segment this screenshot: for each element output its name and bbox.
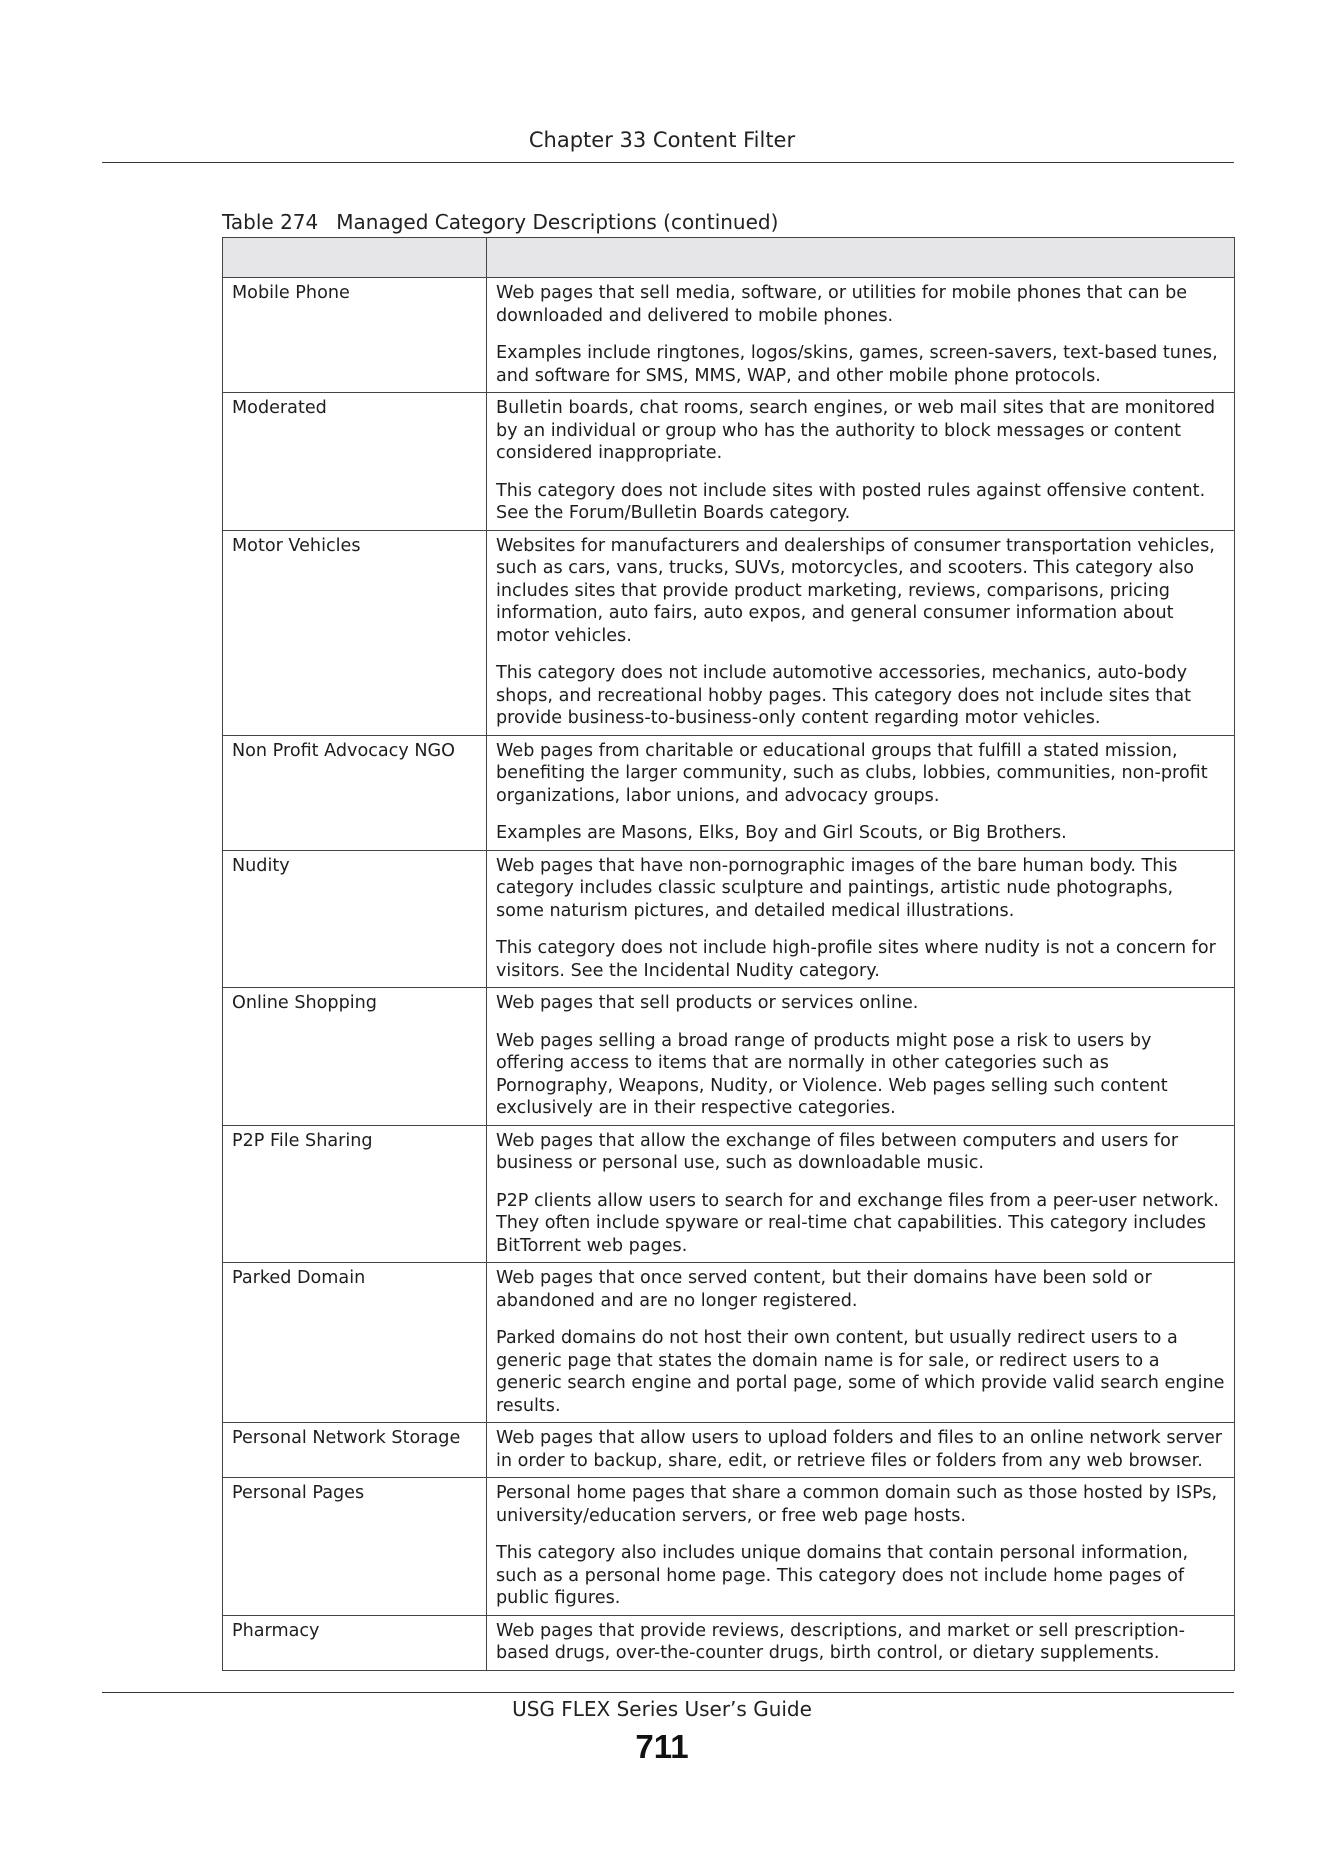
header-divider [102, 162, 1234, 163]
category-description [487, 393, 1235, 531]
table-row [223, 1263, 1235, 1423]
header-cell-category [223, 238, 487, 278]
page-number: 711 [635, 1728, 689, 1765]
header-cell-description [487, 238, 1235, 278]
guide-title: USG FLEX Series User’s Guide [512, 1697, 812, 1721]
category-name: Motor Vehicles [223, 530, 487, 735]
description-paragraph: Websites for manufacturers and dealerships of consumer transportation vehicles, such as cars, vans, trucks, SUVs, motorcycles, and scooters. This category also includes sites that provide product marketing, reviews, comparisons, pricing information, auto fairs, auto expos, and general consumer information about motor vehicles. [496, 535, 1215, 646]
table-row [223, 735, 1235, 850]
category-name: Personal Network Storage [223, 1423, 487, 1478]
category-description [487, 530, 1235, 735]
table-title: Managed Category Descriptions (continued) [336, 210, 779, 234]
description-paragraph: Web pages that allow the exchange of files between computers and users for business or personal use, such as downloadable music. [496, 1130, 1179, 1173]
description-paragraph: Web pages selling a broad range of products might pose a risk to users by offering access to items that are normally in other categories such as Pornography, Weapons, Nudity, or Violence. Web pages selling such content exclusively are in their respective categories. [496, 1030, 1168, 1118]
category-description [487, 1263, 1235, 1423]
description-paragraph: Parked domains do not host their own content, but usually redirect users to a generic page that states the domain name is for sale, or redirect users to a generic search engine and portal page, some of which provide valid search engine results. [496, 1328, 1225, 1416]
category-description [487, 1125, 1235, 1263]
table-row [223, 1125, 1235, 1263]
table-row [223, 1615, 1235, 1670]
table-body [223, 278, 1235, 1671]
description-paragraph: Personal home pages that share a common domain such as those hosted by ISPs, university/education servers, or free web page hosts. [496, 1483, 1218, 1526]
table-row [223, 850, 1235, 988]
description-paragraph: This category does not include high-profile sites where nudity is not a concern for visitors. See the Incidental Nudity category. [496, 938, 1216, 981]
category-description [487, 735, 1235, 850]
table-caption [222, 210, 778, 234]
description-paragraph: Web pages that sell media, software, or utilities for mobile phones that can be downloaded and delivered to mobile phones. [496, 283, 1188, 326]
table-row [223, 1478, 1235, 1616]
category-description [487, 988, 1235, 1126]
description-paragraph: Web pages that sell products or services online. [496, 993, 919, 1013]
table-number: Table 274 [222, 210, 319, 234]
category-name: Personal Pages [223, 1478, 487, 1616]
category-name: Non Profit Advocacy NGO [223, 735, 487, 850]
category-description [487, 1615, 1235, 1670]
table-header-row [223, 238, 1235, 278]
table-row [223, 278, 1235, 393]
table-row [223, 530, 1235, 735]
category-description [487, 1478, 1235, 1616]
description-paragraph: Web pages that have non-pornographic images of the bare human body. This category includes classic sculpture and paintings, artistic nude photographs, some naturism pictures, and detailed medical illustrations. [496, 855, 1178, 921]
category-name: Online Shopping [223, 988, 487, 1126]
category-name: Pharmacy [223, 1615, 487, 1670]
description-paragraph: P2P clients allow users to search for and exchange files from a peer-user network. They often include spyware or real-time chat capabilities. This category includes BitTorrent web pages. [496, 1190, 1219, 1256]
description-paragraph: This category also includes unique domains that contain personal information, such as a personal home page. This category does not include home pages of public figures. [496, 1543, 1189, 1608]
description-paragraph: This category does not include automotive accessories, mechanics, auto-body shops, and recreational hobby pages. This category does not include sites that provide business-to-business-only content regarding motor vehicles. [496, 663, 1192, 728]
category-table [222, 237, 1235, 1671]
category-description [487, 1423, 1235, 1478]
description-paragraph: Examples include ringtones, logos/skins, games, screen-savers, text-based tunes, and software for SMS, MMS, WAP, and other mobile phone protocols. [496, 343, 1218, 386]
category-name: Mobile Phone [223, 278, 487, 393]
table-row [223, 393, 1235, 531]
category-description [487, 278, 1235, 393]
category-name: Parked Domain [223, 1263, 487, 1423]
description-paragraph: This category does not include sites with posted rules against offensive content. See the Forum/Bulletin Boards category. [496, 480, 1206, 523]
table-row [223, 1423, 1235, 1478]
description-paragraph: Bulletin boards, chat rooms, search engines, or web mail sites that are monitored by an individual or group who has the authority to block messages or content considered inappropriate. [496, 398, 1216, 463]
category-name: Nudity [223, 850, 487, 988]
table-row [223, 988, 1235, 1126]
description-paragraph: Web pages that once served content, but their domains have been sold or abandoned and are no longer registered. [496, 1268, 1152, 1311]
description-paragraph: Examples are Masons, Elks, Boy and Girl Scouts, or Big Brothers. [496, 823, 1067, 843]
description-paragraph: Web pages that allow users to upload folders and files to an online network server in order to backup, share, edit, or retrieve files or folders from any web browser. [496, 1428, 1223, 1471]
description-paragraph: Web pages from charitable or educational groups that fulfill a stated mission, benefiting the larger community, such as clubs, lobbies, communities, non-profit organizations, labor unions, and advocacy groups. [496, 740, 1208, 806]
category-description [487, 850, 1235, 988]
chapter-header: Chapter 33 Content Filter [528, 128, 796, 152]
category-name: Moderated [223, 393, 487, 531]
category-name: P2P File Sharing [223, 1125, 487, 1263]
footer-divider [102, 1692, 1234, 1693]
description-paragraph: Web pages that provide reviews, descriptions, and market or sell prescription-based drugs, over-the-counter drugs, birth control, or dietary supplements. [496, 1620, 1186, 1663]
